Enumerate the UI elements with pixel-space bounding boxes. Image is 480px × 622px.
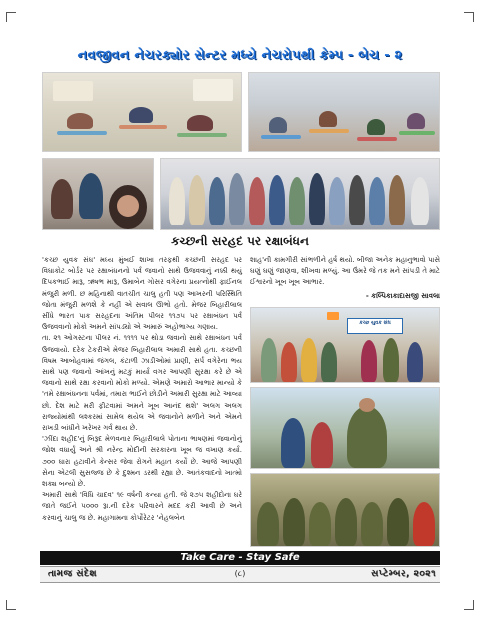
photo-yoga-session-2: [248, 72, 440, 152]
footer-publication-name: તામજ સંદેશ: [48, 569, 97, 579]
photo-rakshabandhan-gathering: [250, 307, 440, 383]
article-paragraph-4: અમારી સાથે 'વિધિ ચાદવ' ૧૯ વર્ષની કન્યા હતી. જે ૨૭૫ શહીદોના ઘરે જાતે જઈને ૫૦૦૦ રૂા.ની દરેક પરિવારને મદદ કરી આવી છે અને કરવાનું ચાલુ જ છે. મહાગામના કોર્પોરેટર 'નેહલબેન: [42, 491, 242, 522]
article-paragraph-5: શાહ'ની કામગીરી સાંભળીને હર્ષ થયો. બીજા અનેક મહાનુભાવો પાસે ઘણું ઘણું જાણવા, શીખવા મળ્યું. આ ઉંમરે જે તક મને સાંપડી તે માટે ઈશ્વરનો ખૂબ ખૂબ આભાર.: [250, 256, 440, 287]
article-paragraph-1: 'કચ્છ યુવક સંઘ' મધ્ય મુંબઈ શાખા તરફથી કચ્છની સરહદ પર વિઘાકોટ બોર્ડર પર રક્ષાબંધનનો પર્વ જવાનો સાથે ઉજવવાનું નક્કી થયું દિપકભાઈ મારૂ, ઋષભ મારૂ, ઉમાબેન ગોસર વગેરના પ્રયત્નોથી ફાઈનલ મંજુરી મળી. છ મહિનાથી વાતચીત ચાલુ હતી પણ આખરની પરિસ્થિતિ જોતા મંજુરી મળશે કે નહીં એ સવાલ ઊભો હતો. મેજર બિહારીલાલ સીંધે ભારત પાક સરહદના અંતિમ પીલર ૧૧૭૫ પર રક્ષાબંધન પર્વ ઉજવવાનો મોકો અમને સાંપડ્યો એ અમારું અહોભાગ્ય ગણાય.: [42, 256, 242, 332]
photo-group-participants: [160, 158, 440, 230]
photo-soldier-rakhi: [250, 387, 440, 469]
article-paragraph-3: 'ઝીંદા શહીદ'નું બિરૂદ મેળવનાર બિહારીલાલે પોતાના ભાષણમાં જવાનોનું જોશ વધાર્યું અને શ્રી નરેન્દ્ર મોદીની સરકારના ખૂબ જ વખાણ કર્યા. ૭૦૦ ઘારા હટાવીને કેન્સર જેવા રોગને મહાત કર્યો છે. આજે આપણી સેના એટલી સુસજ્જ છે કે દુશ્મન ડરથી રહ્યા છે. આતંકવાદનો ખાત્મો શક્ય બન્યો છે.: [42, 435, 242, 489]
crop-mark-top-left: [6, 12, 16, 22]
article-right-column: [250, 255, 440, 291]
photo-participants-selfie: [42, 158, 154, 230]
event-banner: કચ્છ યુવક સંઘ: [347, 318, 403, 334]
article-left-column: [42, 255, 242, 545]
footer-date: સપ્ટેમ્બર, ૨૦૨૧: [371, 569, 436, 579]
page-number: (૮): [234, 569, 246, 578]
crop-mark-bottom-right: [464, 600, 474, 610]
article-title: કચ્છની સરહદ પર રક્ષાબંધન: [171, 234, 309, 248]
photo-army-jawans: [250, 473, 440, 547]
page-headline: નવજીવન નેચરક્યોર સેન્ટર મધ્યે નેચરોપથી કેમ્પ - બેચ - ૨: [77, 48, 403, 63]
crop-mark-bottom-left: [6, 600, 16, 610]
article-paragraph-2: તા. ૨૧ ઓગસ્ટના પીલર નં. ૧૧૧૧ પર થોડા જવાનો સાથે રક્ષાબંધન પર્વ ઉજવાયો. દરેક ટેકરીએ મેજર બિહારીલાલ અમારી સાથે હતા. કચ્છની વિષમ આબોહવામાં જંગલ, કંટાળી ઝાડીઓમાં પ્રાણી, સર્પ વગેરેના ભય સાથે પણ જવાનો આંખનું મટકું માર્યા વગર આપણી સુરક્ષા કરે છે એ જવાનો સાથે રક્ષા કરવાનો મોકો મળ્યો. એમણે અમારો આભાર માન્યો કે 'તમે રક્ષાબંધનના પર્વમાં, તમારા ભાઈને છોડીને અમારી સુરક્ષા માટે આવ્યા છો. દેશ માટે મરી ફીટવામાં અમને ખૂબ આનંદ થશે' અલગ અલગ રાજ્યોમાંથી લશ્કરમાં સામેલ થયેલ એ જવાનોને મળીને અને એમને રાખડી બાંધીને ખરેખર ગર્વ થાય છે.: [42, 334, 243, 433]
article-signature: - કલ્પિકાકાદાસજી સાવલા: [365, 292, 440, 300]
crop-mark-top-right: [464, 12, 474, 22]
footer-banner: Take Care - Stay Safe: [40, 551, 440, 565]
photo-yoga-session-1: [42, 72, 242, 152]
